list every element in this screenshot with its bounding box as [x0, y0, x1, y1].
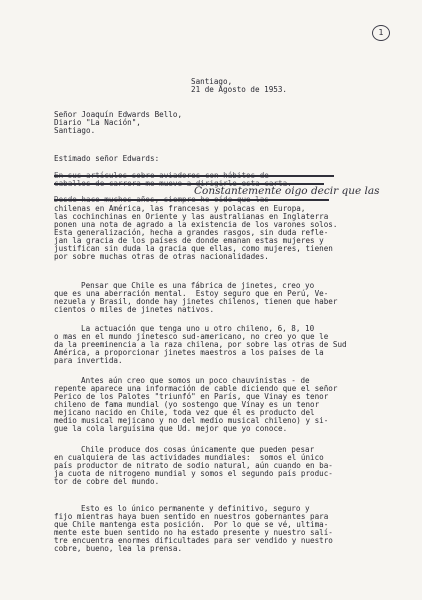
body-line: país productor de nitrato de sodio natural, aún cuando en ba- — [54, 461, 333, 470]
body-line: ponen una nota de agrado a la existencia de los varones solos. — [54, 220, 338, 229]
body-line: Antes aún creo que somos un poco chauvinistas - de — [81, 376, 310, 385]
crossed-out-line: Desde hace muchos años, siempre he oído que las — [54, 195, 269, 204]
crossed-out-line: En sus artículos sobre aviadores con hábitos de — [54, 171, 269, 180]
body-line: justifican sin duda la gracia que ellas, como mujeres, tienen — [54, 244, 333, 253]
body-line: repente aparece una información de cable diciendo que el señor — [54, 384, 338, 393]
body-line: Pensar que Chile es una fábrica de jinetes, creo yo — [81, 281, 315, 290]
body-line: tor de cobre del mundo. — [54, 477, 160, 486]
body-line: fijo mientras haya buen sentido en nuestros gobernantes para — [54, 512, 329, 521]
body-line: chilenas en América, las francesas y polacas en Europa, — [54, 204, 306, 213]
body-line: chileno de fama mundial (yo sostengo que Vinay es un tenor — [54, 400, 320, 409]
body-line: que es una aberración mental. Estoy seguro que en Perú, Ve- — [54, 289, 329, 298]
page-number: 1 — [372, 25, 390, 41]
body-line: en cualquiera de las actividades mundiales: somos el único — [54, 453, 324, 462]
body-line: mente este buen sentido no ha estado presente y nuestro salí- — [54, 528, 333, 537]
strike-mark — [54, 175, 334, 177]
date-line: 21 de Agosto de 1953. — [191, 85, 288, 94]
body-line: mejicano nacido en Chile, toda vez que él es producto del — [54, 408, 315, 417]
handwritten-insert: Constantemente oigo decir que las — [194, 185, 380, 197]
body-line: jan la gracia de los países de donde emanan estas mujeres y — [54, 236, 324, 245]
recipient-line: Santiago. — [54, 126, 96, 135]
crossed-out-line: caballos de carrera me mueve a dirigirle esta carta. — [54, 179, 292, 188]
body-line: tre encuentra enormes dificultades para ser vendido y nuestro — [54, 536, 333, 545]
body-line: por sobre muchas otras de otras nacionalidades. — [54, 252, 269, 261]
place-line: Santiago, — [191, 77, 233, 86]
strike-mark — [54, 199, 329, 201]
recipient-line: Diario "La Nación", — [54, 118, 141, 127]
body-line: Esto es lo único permanente y definitivo, seguro y — [81, 504, 310, 513]
body-line: La actuación que tenga uno u otro chileno, 6, 8, 10 — [81, 324, 315, 333]
body-line: da la preeminencia a la raza chilena, por sobre las otras de Sud — [54, 340, 347, 349]
body-line: nezuela y Brasil, donde hay jinetes chilenos, tienen que haber — [54, 297, 338, 306]
body-line: que Chile mantenga esta posición. Por lo que se vé, ultima- — [54, 520, 329, 529]
body-line: América, a proporcionar jinetes maestros a los países de la — [54, 348, 324, 357]
body-line: Esta generalización, hecha a grandes rasgos, sin duda refle- — [54, 228, 329, 237]
body-line: las cochinchinas en Oriente y las australianas en Inglaterra — [54, 212, 329, 221]
body-line: o mas en el mundo jinetesco sud-americano, no creo yo que le — [54, 332, 329, 341]
body-line: ja cuota de nitrogeno mundial y somos el segundo país produc- — [54, 469, 333, 478]
body-line: Perico de los Palotes "triunfó" en París, que Vinay es tenor — [54, 392, 329, 401]
salutation: Estimado señor Edwards: — [54, 154, 160, 163]
body-line: cobre, bueno, lea la prensa. — [54, 544, 183, 553]
recipient-line: Señor Joaquín Edwards Bello, — [54, 110, 183, 119]
body-line: medio musical mejicano y no del medio musical chileno) y si- — [54, 416, 329, 425]
body-line: Chile produce dos cosas únicamente que pueden pesar — [81, 445, 315, 454]
body-line: gue la cola larguísima que Ud. mejor que yo conoce. — [54, 424, 288, 433]
body-line: para invertida. — [54, 356, 123, 365]
body-line: cientos o miles de jinetes nativos. — [54, 305, 215, 314]
